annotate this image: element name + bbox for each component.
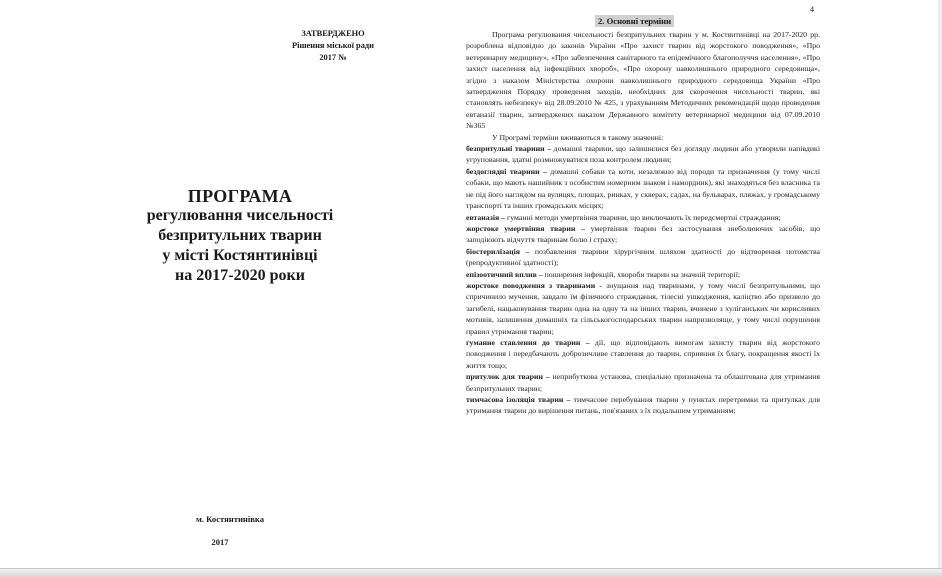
term-name: жорстоке умертвіння тварин – — [466, 223, 585, 233]
page-number: 4 — [810, 5, 814, 14]
section-body — [466, 29, 820, 417]
page-edge-bottom — [0, 568, 942, 577]
section-heading: 2. Основні терміни — [595, 15, 674, 27]
term-name: біостерилізація – — [466, 246, 530, 256]
terms-intro: У Програмі терміни вживаються в такому значенні: — [492, 132, 664, 142]
title-line-1: регулювання чисельності — [146, 207, 334, 224]
term-definition: домашні тварини, що залишилися без догляду людини або утворили напівдикі угруповання, здатні розмножуватися поза контролем людини; — [466, 144, 820, 165]
term-item — [466, 212, 820, 223]
term-name: гуманне ставлення до тварин – — [466, 337, 590, 347]
term-name: жорстоке поводження з тваринами - — [466, 280, 602, 290]
approved-year-number: 2017 № — [319, 53, 347, 62]
term-item — [466, 246, 820, 269]
term-item — [466, 223, 820, 246]
term-definition: умертвіння тварин без застосування знеболюючих засобів, що заподіюють відчуття тваринам болю і страху; — [466, 223, 820, 245]
title-line-4: на 2017-2020 роки — [175, 267, 305, 284]
approved-label: ЗАТВЕРДЖЕНО — [301, 29, 365, 38]
term-definition: знущання над тваринами, у тому числі безпритульними, що спричинило мучення, завдало їм фізичного страждання, тілесні ушкодження, каліцтво або призвело до загибелі, нацьковування тварин одна на одну та на інших тварин, вчинене з хуліганських чи корисливих мотивів, залишення домашніх та сільськогосподарських тварин напризволяще, у тому числі порушення правил утримання тварин; — [466, 280, 820, 336]
approval-stamp — [268, 28, 398, 64]
page-edge-right — [938, 0, 942, 577]
term-item — [466, 394, 820, 417]
term-name: безпритульні тварини – — [466, 144, 552, 154]
term-name: тимчасова ізоляція тварин – — [466, 395, 571, 404]
term-definition: дії, що відповідають вимогам захисту тварин від жорстокого поводження і передбачають доброзичливе ставлення до тварин, сприяння їх благу, покращення якості їх життя тощо; — [466, 337, 820, 370]
term-definition: гуманні методи умертвіння тварини, що виключають їх передсмертні страждання; — [505, 212, 781, 222]
title-line-3: у місті Костянтинівці — [162, 247, 318, 264]
term-name: бездоглядні тварини – — [466, 166, 547, 176]
term-definition: позбавлення тварини хірургічним шляхом здатності до відтворення потомства (репродуктивної здатності); — [466, 246, 820, 268]
term-definition: неприбуткова установа, спеціально призначена та облаштована для утримання безпритульних тварин; — [466, 372, 821, 393]
title-main: ПРОГРАМА — [187, 186, 293, 206]
city-name: м. Костянтинівка — [195, 514, 265, 524]
term-item — [466, 143, 820, 166]
term-name: епізоотичний вплив – — [466, 269, 543, 279]
program-title — [95, 186, 385, 286]
intro-paragraph: Програма регулювання чисельності безпритульних тварин у м. Костянтинівці на 2017-2020 рр. розроблена відповідно до законів України «Про захист тварин від жорстокого поводження», «Про ветеринарну медицину», «Про забезпечення санітарного та епідемічного благополуччя населення», «Про захист населення від інфекційних хвороб», «Про охорону навколишнього природного середовища», згідно з наказом Міністерства охорони навколишнього природного середовища України «Про затвердження Порядку проведення заходів, необхідних для скорочення чисельності тварин, які становлять небезпеку» від 28.09.2010 № 425, з урахуванням Методичних рекомендацій щодо проведення евтаназії тварин, затверджених наказом Державного комітету ветеринарної медицини від 07.09.2010 №365 — [466, 30, 820, 131]
title-line-2: безпритульних тварин — [158, 227, 322, 244]
term-item — [466, 269, 820, 280]
term-definition: поширення інфекцій, хвороби тварин на значній території; — [542, 269, 741, 279]
term-name: притулок для тварин – — [466, 372, 550, 382]
approved-decision: Рішення міської ради — [292, 41, 374, 50]
term-item — [466, 337, 820, 371]
term-item — [466, 371, 820, 394]
term-item — [466, 280, 820, 337]
term-definition: тимчасове перебування тварин у пунктах перетримки та притулках для утримання тварин до вирішення питань, пов'язаних з їх подальшим утриманням; — [466, 395, 820, 416]
term-definition: домашні собаки та коти, незалежно від породи та призначення (у тому числі собаки, що мають нашийник з особистим номерним знаком і намордник), які знаходяться без власника та не під його наглядом на вулицях, площах, ринках, у скверах, садах, на бульварах, пляжах, у громадському транспорті та інших громадських місцях; — [466, 166, 820, 211]
term-item — [466, 166, 820, 212]
publication-year: 2017 — [211, 537, 229, 547]
term-name: евтаназія – — [466, 212, 506, 222]
